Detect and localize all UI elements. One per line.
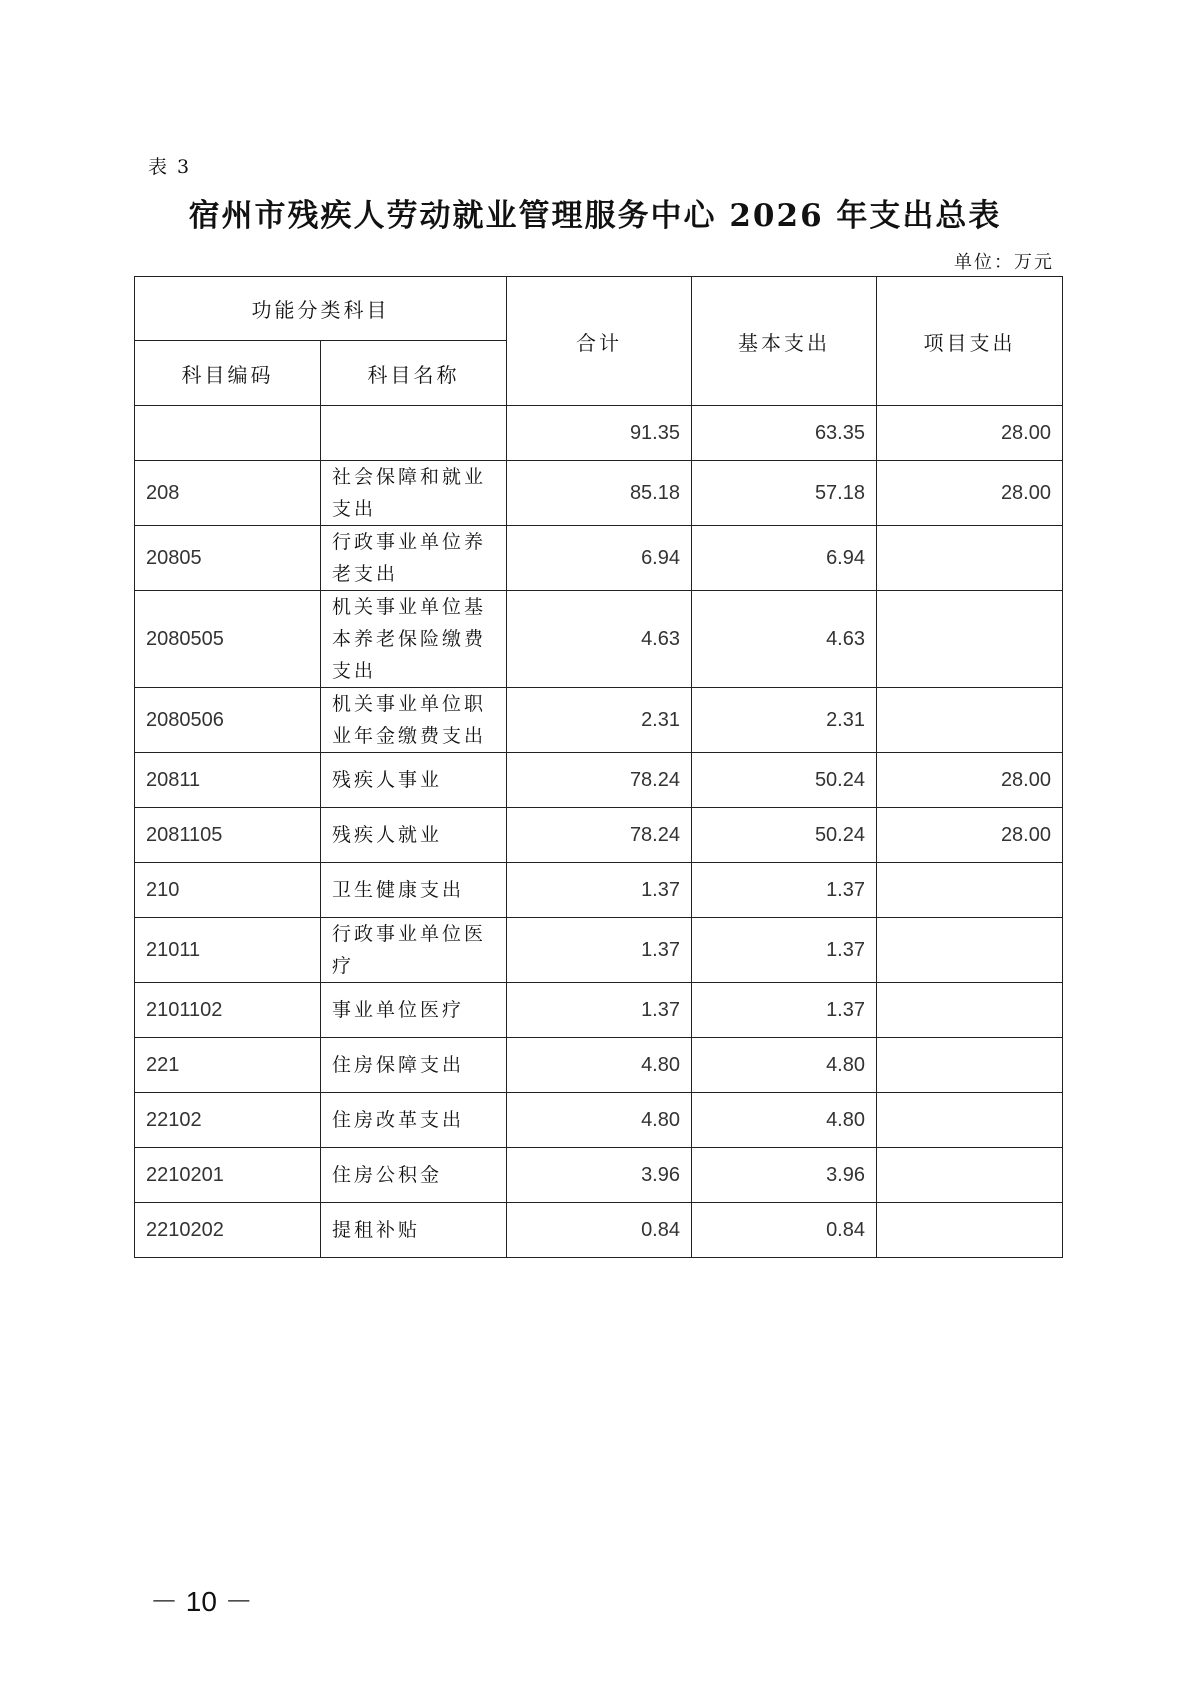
subject-code-cell: 2080506 — [135, 688, 321, 753]
table-row — [135, 918, 1063, 983]
subject-code-cell: 2210202 — [135, 1203, 321, 1258]
total-cell: 1.37 — [507, 918, 692, 983]
subject-name-cell: 机关事业单位基本养老保险缴费支出 — [321, 591, 507, 688]
total-cell: 4.80 — [507, 1038, 692, 1093]
basic-expenditure-cell: 6.94 — [692, 526, 877, 591]
project-expenditure-cell: 28.00 — [877, 461, 1063, 526]
project-expenditure-cell — [877, 688, 1063, 753]
table-row — [135, 983, 1063, 1038]
subject-name-cell: 卫生健康支出 — [321, 863, 507, 918]
subject-name-cell: 事业单位医疗 — [321, 983, 507, 1038]
project-expenditure-cell — [877, 1038, 1063, 1093]
subject-code-cell: 20805 — [135, 526, 321, 591]
expenditure-table — [134, 276, 1063, 1258]
total-cell: 78.24 — [507, 808, 692, 863]
basic-expenditure-cell: 1.37 — [692, 983, 877, 1038]
header-basic-expenditure: 基本支出 — [692, 277, 877, 406]
subject-code-cell: 2210201 — [135, 1148, 321, 1203]
table-row — [135, 808, 1063, 863]
subject-name-cell: 住房改革支出 — [321, 1093, 507, 1148]
page-number: － 10 － — [150, 1586, 253, 1617]
project-expenditure-cell — [877, 983, 1063, 1038]
basic-expenditure-cell: 50.24 — [692, 753, 877, 808]
table-row — [135, 461, 1063, 526]
subject-code-cell: 2081105 — [135, 808, 321, 863]
header-subject-name: 科目名称 — [321, 341, 507, 406]
table-row — [135, 753, 1063, 808]
subject-name-cell — [321, 406, 507, 461]
total-cell: 2.31 — [507, 688, 692, 753]
subject-code-cell: 2101102 — [135, 983, 321, 1038]
table-row — [135, 406, 1063, 461]
basic-expenditure-cell: 63.35 — [692, 406, 877, 461]
table-row — [135, 591, 1063, 688]
subject-code-cell: 208 — [135, 461, 321, 526]
subject-code-cell: 21011 — [135, 918, 321, 983]
unit-label: 单位：万元 — [954, 252, 1054, 273]
total-cell: 0.84 — [507, 1203, 692, 1258]
subject-name-cell: 残疾人事业 — [321, 753, 507, 808]
total-cell: 4.80 — [507, 1093, 692, 1148]
basic-expenditure-cell: 0.84 — [692, 1203, 877, 1258]
header-total: 合计 — [507, 277, 692, 406]
project-expenditure-cell: 28.00 — [877, 753, 1063, 808]
table-row — [135, 526, 1063, 591]
subject-name-cell: 住房保障支出 — [321, 1038, 507, 1093]
table-body — [135, 406, 1063, 1258]
subject-name-cell: 机关事业单位职业年金缴费支出 — [321, 688, 507, 753]
subject-code-cell: 2080505 — [135, 591, 321, 688]
basic-expenditure-cell: 1.37 — [692, 863, 877, 918]
total-cell: 6.94 — [507, 526, 692, 591]
subject-code-cell: 20811 — [135, 753, 321, 808]
page-title: 宿州市残疾人劳动就业管理服务中心 2026 年支出总表 — [188, 198, 1002, 234]
basic-expenditure-cell: 2.31 — [692, 688, 877, 753]
header-project-expenditure: 项目支出 — [877, 277, 1063, 406]
subject-code-cell: 221 — [135, 1038, 321, 1093]
total-cell: 4.63 — [507, 591, 692, 688]
basic-expenditure-cell: 57.18 — [692, 461, 877, 526]
table-row — [135, 1203, 1063, 1258]
table-label: 表 3 — [148, 156, 192, 178]
project-expenditure-cell — [877, 1093, 1063, 1148]
table-row — [135, 863, 1063, 918]
basic-expenditure-cell: 3.96 — [692, 1148, 877, 1203]
total-cell: 1.37 — [507, 983, 692, 1038]
project-expenditure-cell — [877, 863, 1063, 918]
subject-code-cell: 210 — [135, 863, 321, 918]
total-cell: 1.37 — [507, 863, 692, 918]
project-expenditure-cell — [877, 918, 1063, 983]
header-subject-code: 科目编码 — [135, 341, 321, 406]
basic-expenditure-cell: 4.80 — [692, 1038, 877, 1093]
total-cell: 3.96 — [507, 1148, 692, 1203]
subject-name-cell: 社会保障和就业支出 — [321, 461, 507, 526]
subject-name-cell: 提租补贴 — [321, 1203, 507, 1258]
table-row — [135, 1148, 1063, 1203]
project-expenditure-cell — [877, 591, 1063, 688]
subject-code-cell — [135, 406, 321, 461]
subject-name-cell: 残疾人就业 — [321, 808, 507, 863]
project-expenditure-cell — [877, 526, 1063, 591]
project-expenditure-cell: 28.00 — [877, 406, 1063, 461]
table-row — [135, 1093, 1063, 1148]
basic-expenditure-cell: 50.24 — [692, 808, 877, 863]
table-row — [135, 688, 1063, 753]
subject-name-cell: 行政事业单位养老支出 — [321, 526, 507, 591]
subject-name-cell: 行政事业单位医疗 — [321, 918, 507, 983]
basic-expenditure-cell: 4.80 — [692, 1093, 877, 1148]
project-expenditure-cell — [877, 1203, 1063, 1258]
subject-name-cell: 住房公积金 — [321, 1148, 507, 1203]
total-cell: 91.35 — [507, 406, 692, 461]
basic-expenditure-cell: 1.37 — [692, 918, 877, 983]
total-cell: 85.18 — [507, 461, 692, 526]
basic-expenditure-cell: 4.63 — [692, 591, 877, 688]
total-cell: 78.24 — [507, 753, 692, 808]
project-expenditure-cell: 28.00 — [877, 808, 1063, 863]
table-row — [135, 1038, 1063, 1093]
project-expenditure-cell — [877, 1148, 1063, 1203]
header-functional-category: 功能分类科目 — [135, 277, 507, 341]
subject-code-cell: 22102 — [135, 1093, 321, 1148]
